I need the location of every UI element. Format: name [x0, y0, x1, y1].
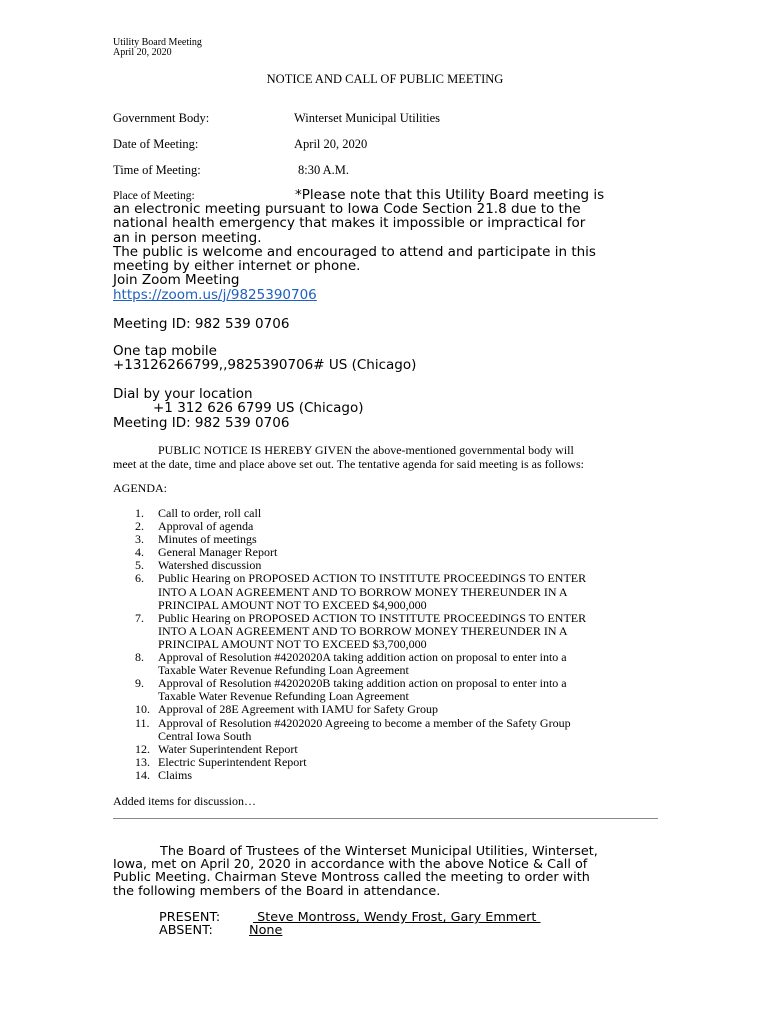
zoom-meeting-link[interactable]: https://zoom.us/j/9825390706: [113, 286, 317, 303]
agenda-item: 6. Public Hearing on PROPOSED ACTION TO INSTITUTE PROCEEDINGS TO ENTER INTO A LOAN AGREEMENT AND TO BORROW MONEY THEREUNDER IN A PRINCIPAL AMOUNT NOT TO EXCEED $4,900,000: [135, 571, 587, 612]
place-note-line: meeting by either internet or phone.: [113, 258, 361, 275]
present-label: PRESENT:: [159, 910, 221, 925]
header-line-2: April 20, 2020: [113, 47, 172, 58]
agenda-item: 11. Approval of Resolution #4202020 Agreeing to become a member of the Safety Group Central Iowa South: [135, 715, 571, 743]
present-value: Steve Montross, Wendy Frost, Gary Emmert: [253, 910, 541, 925]
place-note-body: [113, 202, 596, 302]
agenda-item: 9. Approval of Resolution #4202020B taking addition action on proposal to enter into a Taxable Water Revenue Refunding Loan Agreement: [135, 676, 567, 704]
place-note-line: an in person meeting.: [113, 229, 262, 246]
one-tap-label: One tap mobile: [113, 343, 217, 359]
minutes-paragraph: [113, 845, 658, 898]
zoom-meeting-id: Meeting ID: 982 539 0706: [113, 316, 290, 332]
public-notice-line-1: PUBLIC NOTICE IS HEREBY GIVEN the above-mentioned governmental body will: [158, 443, 574, 457]
header-line-1: Utility Board Meeting: [113, 37, 202, 48]
zoom-join-label: Join Zoom Meeting: [113, 272, 240, 289]
minutes-line: The Board of Trustees of the Winterset Municipal Utilities, Winterset,: [160, 844, 598, 859]
time-of-meeting-value: 8:30 A.M.: [298, 163, 350, 177]
agenda-list: [113, 507, 673, 782]
dial-value: +1 312 626 6799 US (Chicago): [153, 400, 364, 417]
dial-label: Dial by your location: [113, 386, 253, 402]
added-items-note: Added items for discussion…: [113, 794, 256, 808]
date-of-meeting-value: April 20, 2020: [294, 137, 368, 151]
government-body-value: Winterset Municipal Utilities: [294, 111, 440, 125]
place-note-first-line: *Please note that this Utility Board meeting is: [295, 187, 605, 203]
section-divider: [113, 818, 658, 819]
place-note-line: national health emergency that makes it impossible or impractical for: [113, 215, 586, 232]
date-of-meeting-label: Date of Meeting:: [113, 137, 199, 151]
agenda-item: 5. Watershed discussion: [135, 558, 262, 573]
minutes-line: Iowa, met on April 20, 2020 in accordance with the above Notice & Call of: [113, 857, 588, 873]
one-tap-block: [113, 344, 416, 373]
agenda-item: 13. Electric Superintendent Report: [135, 754, 307, 769]
agenda-item: 3. Minutes of meetings: [135, 532, 257, 547]
minutes-line: Public Meeting. Chairman Steve Montross called the meeting to order with: [113, 870, 590, 886]
agenda-item: 7. Public Hearing on PROPOSED ACTION TO INSTITUTE PROCEEDINGS TO ENTER INTO A LOAN AGREEMENT AND TO BORROW MONEY THEREUNDER IN A PRINCIPAL AMOUNT NOT TO EXCEED $3,700,000: [135, 610, 587, 651]
document-title: NOTICE AND CALL OF PUBLIC MEETING: [266, 72, 504, 86]
one-tap-value: +13126266799,,9825390706# US (Chicago): [113, 357, 417, 374]
agenda-item: 4. General Manager Report: [135, 545, 278, 560]
agenda-item: 10. Approval of 28E Agreement with IAMU for Safety Group: [135, 702, 438, 717]
dial-block: [113, 387, 364, 430]
dial-meeting-id: Meeting ID: 982 539 0706: [113, 414, 290, 431]
time-of-meeting-label: Time of Meeting:: [113, 163, 201, 177]
agenda-item: 1. Call to order, roll call: [135, 506, 262, 520]
agenda-label: AGENDA:: [113, 481, 167, 495]
absent-label: ABSENT:: [159, 923, 213, 938]
minutes-line: the following members of the Board in attendance.: [113, 883, 441, 899]
public-notice-line-2: meet at the date, time and place above set out. The tentative agenda for said meeting is as follows:: [113, 457, 584, 471]
absent-value: None: [249, 923, 283, 938]
agenda-item: 12. Water Superintendent Report: [135, 741, 298, 756]
agenda-item: 2. Approval of agenda: [135, 519, 254, 534]
place-note-line: an electronic meeting pursuant to Iowa Code Section 21.8 due to the: [113, 201, 581, 217]
place-note-line: The public is welcome and encouraged to attend and participate in this: [113, 243, 596, 260]
agenda-item: 14. Claims: [135, 767, 193, 782]
place-of-meeting-label: Place of Meeting:: [113, 190, 195, 202]
government-body-label: Government Body:: [113, 111, 210, 125]
agenda-item: 8. Approval of Resolution #4202020A taking addition action on proposal to enter into a Taxable Water Revenue Refunding Loan Agreement: [135, 650, 567, 678]
